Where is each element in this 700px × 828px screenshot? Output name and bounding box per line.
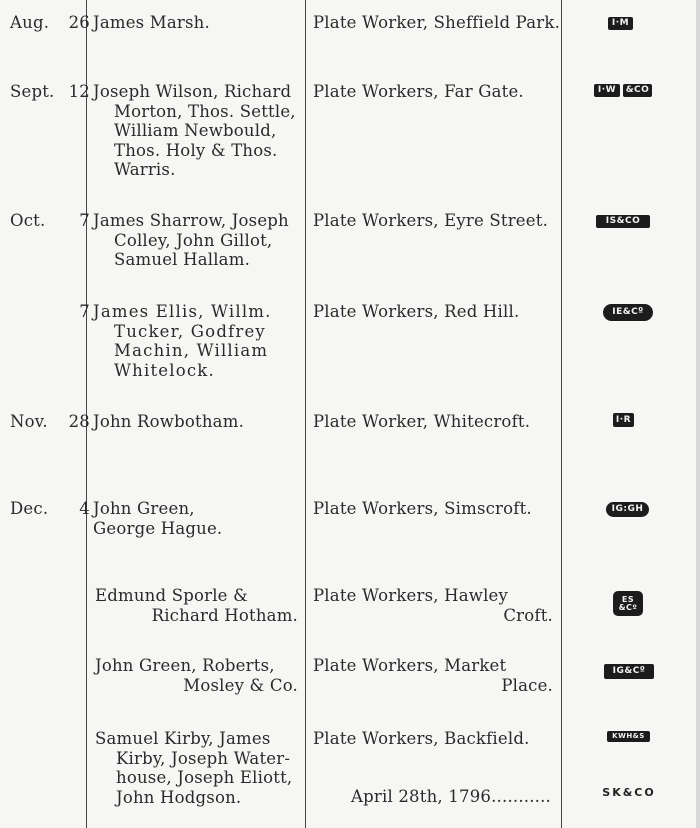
register-page: Aug. 26 James Marsh. Plate Worker, Sheffield Park. I·M Sept. 12 Joseph Wilson, Richard Morton, Thos. Settle, William Newbould, Thos. Holy & Thos. Warris. Plate Workers, Far Gate. I·W &CO Oct. 7 James Sharrow, Joseph Colley, John Gillot, Samuel Hallam. Plate Workers, Eyre Street. IS&CO 7 James Ellis, Willm. Tucker, Godfrey Machin, William Whitelock. Plate Workers, Red Hill. IE&Cº Nov. 28 John Rowbotham. Plate Worker, Whitecroft. I·R Dec. 4 John Green, George Hague. Plate Workers, Simscroft. IG:GH Edmund Sporle & Richard Hotham. Plate Workers, Hawley Croft. ES &Cº John Green, Roberts, Mosley & Co. Plate Workers, Market Place. IG&Cº Samuel Kirby, James Kirby, Joseph Water- house, Joseph Eliott, John Hodgson. Plate Workers, Backfield. April 28th, 1796........... KWH&S SK&CO — [0, 0, 700, 828]
entry-names: James Ellis, Willm. Tucker, Godfrey Machin, William Whitelock. — [93, 302, 272, 380]
entry-address: Plate Workers, Red Hill. — [313, 302, 520, 321]
maker-mark: IG:GH — [606, 502, 649, 517]
maker-mark: IE&Cº — [603, 304, 653, 321]
maker-mark: IS&CO — [596, 215, 650, 228]
entry-names: John Green, George Hague. — [93, 499, 223, 538]
entry-address: Plate Workers, Eyre Street. — [313, 211, 549, 230]
entry-address: Plate Workers, Simscroft. — [313, 499, 532, 518]
entry-names: Joseph Wilson, Richard Morton, Thos. Settle, William Newbould, Thos. Holy & Thos. Warris. — [93, 82, 296, 179]
entry-names: John Rowbotham. — [93, 412, 245, 431]
entry-address: Plate Workers, Hawley Croft. — [313, 586, 553, 625]
entry-names: Samuel Kirby, James Kirby, Joseph Water- house, Joseph Eliott, John Hodgson. — [95, 729, 293, 807]
maker-mark: SK&CO — [602, 785, 656, 799]
page-edge — [696, 0, 700, 828]
entry-names: James Sharrow, Joseph Colley, John Gillot, Samuel Hallam. — [93, 211, 289, 269]
maker-mark: KWH&S — [607, 731, 650, 742]
maker-mark: I·M — [608, 17, 633, 30]
entry-address: Plate Worker, Sheffield Park. — [313, 13, 561, 32]
maker-mark: I·W — [594, 84, 620, 97]
entry-names: John Green, Roberts, Mosley & Co. — [95, 656, 298, 695]
entry-address: Plate Workers, Market Place. — [313, 656, 553, 695]
maker-mark: ES &Cº — [613, 591, 643, 616]
column-rule — [561, 0, 562, 828]
entry-names: James Marsh. — [93, 13, 210, 32]
entry-names: Edmund Sporle & Richard Hotham. — [95, 586, 298, 625]
column-rule — [305, 0, 306, 828]
maker-mark: I·R — [613, 413, 634, 427]
entry-date-note: April 28th, 1796........... — [351, 787, 552, 806]
entry-address: Plate Worker, Whitecroft. — [313, 412, 531, 431]
entry-address: Plate Workers, Backfield. — [313, 729, 530, 748]
maker-mark: &CO — [623, 84, 652, 97]
maker-mark: IG&Cº — [604, 664, 654, 679]
entry-address: Plate Workers, Far Gate. — [313, 82, 524, 101]
